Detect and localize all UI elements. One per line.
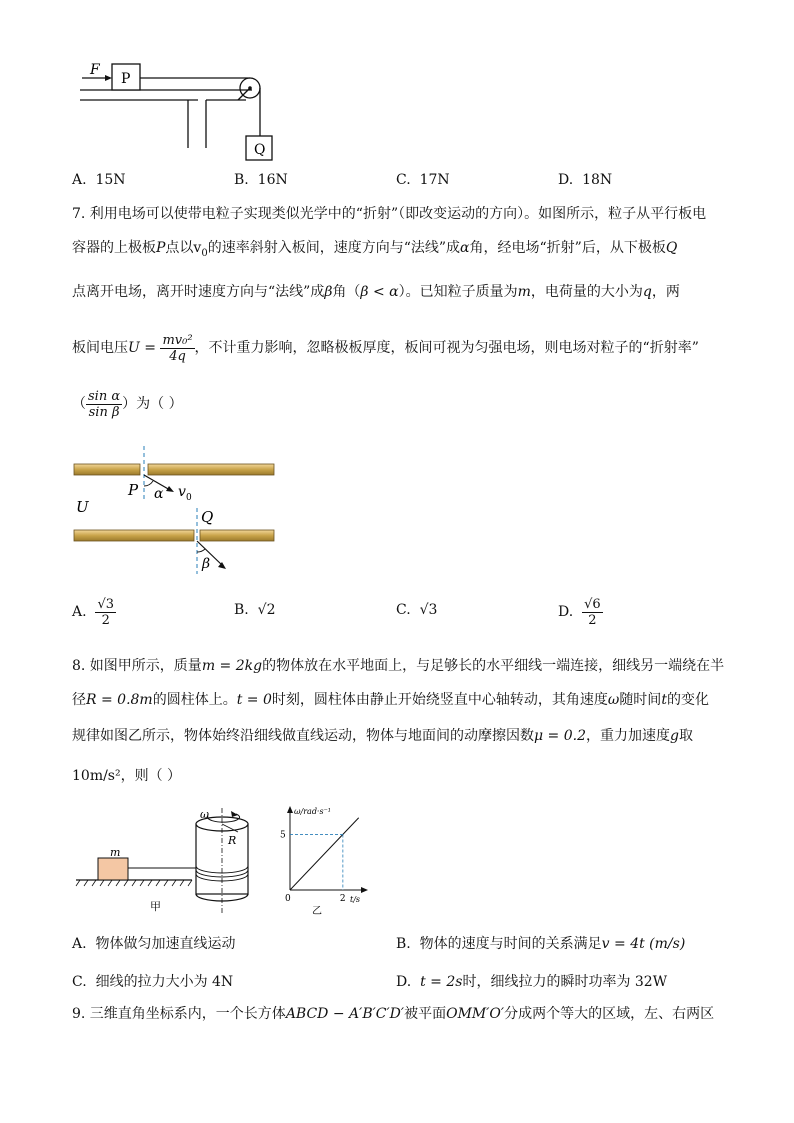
q7-option-c: C. √3 [396,602,438,618]
chart-title-yi: 乙 [312,906,322,916]
svg-text:0: 0 [186,493,192,503]
svg-text:R: R [228,834,237,847]
q7-option-b: B. √2 [234,602,276,618]
q7-option-a: A. $\frac{√3}{2}$ [72,596,115,628]
q7-line-4: 板间电压U = $\frac{\text{mv₀²}}{4q}$ ，不计重力影响，忽略极板厚度，板间可视为匀强电场，则电场对粒子的“折射率” [72,332,699,364]
q6-label-Q: Q [254,142,266,158]
q8-line-4: 10m/s²，则（ ） [72,768,182,784]
chart-origin-label: 0 [285,894,291,904]
q8-option-c: C. 细线的拉力大小为 4N [72,974,234,990]
q7-line-1: 7. 利用电场可以使带电粒子实现类似光学中的“折射”（即改变运动的方向）。如图所示，粒子从平行板电 [72,206,707,222]
svg-text:α: α [154,486,164,502]
q6-option-a: A. 15N [72,172,126,188]
q8-line-2: 径R = 0.8m的圆柱体上。t = 0时刻，圆柱体由静止开始绕竖直中心轴转动，其角速度ω随时间t的变化 [72,692,709,708]
q8-option-d: D. t = 2s时，细线拉力的瞬时功率为 32W [396,974,668,990]
q8-option-b: B. 物体的速度与时间的关系满足v = 4t (m/s) [396,936,686,952]
chart-series-line [290,818,359,890]
q8-line-1: 8. 如图甲所示，质量m = 2kg的物体放在水平地面上，与足够长的水平细线一端连接，细线另一端绕在半 [72,658,725,674]
q8-figure-jia [72,806,272,916]
svg-text:β: β [202,556,211,572]
q8-line-3: 规律如图乙所示，物体始终沿细线做直线运动，物体与地面间的动摩擦因数μ = 0.2，重力加速度g取 [72,728,693,744]
q8-option-a: A. 物体做匀加速直线运动 [72,936,236,952]
q6-label-P: P [121,71,131,87]
q7-line-3: 点离开电场，离开时速度方向与“法线”成β角（β < α）。已知粒子质量为m，电荷量的大小为q，两 [72,284,680,300]
chart-x-label: t/s [350,895,361,904]
chart-tick-x: 2 [339,894,346,904]
refraction-rate-fraction: $\frac{\text{sin α}}{\text{sin β}}$ [88,388,121,420]
svg-text:P: P [128,481,139,499]
q7-line-2: 容器的上极板P点以$v_0$的速率斜射入板间，速度方向与“法线”成α角，经电场“折射”后，从下极板Q [72,240,678,259]
chart-y-label: ω/rad·s⁻¹ [294,807,332,816]
svg-text:U: U [76,498,89,516]
q6-option-d: D. 18N [558,172,613,188]
svg-text:Q: Q [201,508,214,526]
svg-text:ω: ω [200,808,209,821]
svg-text:v: v [178,484,186,500]
q9-line-1: 9. 三维直角坐标系内，一个长方体ABCD − A′B′C′D′被平面OMM′O′分成两个等大的区域，左、右两区 [72,1006,715,1022]
q6-option-b: B. 16N [234,172,288,188]
q7-figure [70,442,285,577]
svg-text:m: m [110,846,121,859]
q6-option-c: C. 17N [396,172,450,188]
chart-tick-y: 5 [280,830,286,841]
q6-figure [70,58,280,166]
q7-option-d: D. $\frac{√6}{2}$ [558,596,601,628]
voltage-fraction: $\frac{\text{mv₀²}}{4q}$ [162,332,193,364]
q6-label-F: F [90,62,100,78]
q8-chart-yi [276,804,376,916]
svg-text:甲: 甲 [150,900,161,913]
q7-line-5: （ $\frac{\text{sin α}}{\text{sin β}}$ ）为（ ） [72,388,183,420]
